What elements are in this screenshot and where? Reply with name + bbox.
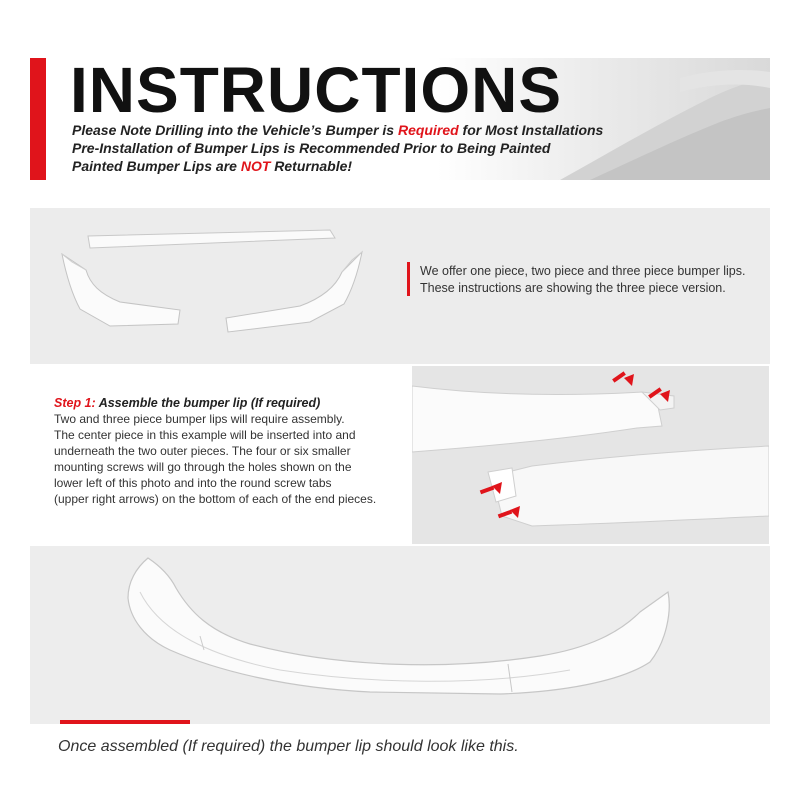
step1-line: (upper right arrows) on the bottom of each of the end pieces. [54,492,377,506]
step1-line: lower left of this photo and into the round screw tabs [54,476,332,490]
step1-description [54,411,384,507]
three-piece-lip-image [50,214,380,354]
intro-line-2: These instructions are showing the three piece version. [420,281,726,295]
header-accent-bar [30,58,46,180]
assembled-lip-image [120,552,680,702]
step1-line: underneath the two outer pieces. The four or six smaller [54,444,351,458]
intro-line-1: We offer one piece, two piece and three piece bumper lips. [420,264,746,278]
required-highlight: Required [397,122,459,138]
assembly-closeup-image [412,366,769,544]
step1-line: Two and three piece bumper lips will require assembly. [54,412,345,426]
caption-accent-bar [60,720,190,724]
assembled-caption: Once assembled (If required) the bumper lip should look like this. [58,738,519,755]
step1-heading: Step 1: Assemble the bumper lip (If required) [54,396,321,410]
return-note: Painted Bumper Lips are NOT Returnable! [72,158,353,174]
drilling-note: Please Note Drilling into the Vehicle’s Bumper is Required for Most Installations [72,122,604,138]
car-silhouette-image [560,58,770,180]
preinstall-note: Pre-Installation of Bumper Lips is Recommended Prior to Being Painted [72,140,551,156]
intro-accent-bar [407,262,410,296]
step-label: Step 1: [54,396,96,410]
page-title: INSTRUCTIONS [70,54,562,126]
step1-line: The center piece in this example will be inserted into and [54,428,356,442]
step1-line: mounting screws will go through the holes shown on the [54,460,352,474]
not-highlight: NOT [240,158,271,174]
